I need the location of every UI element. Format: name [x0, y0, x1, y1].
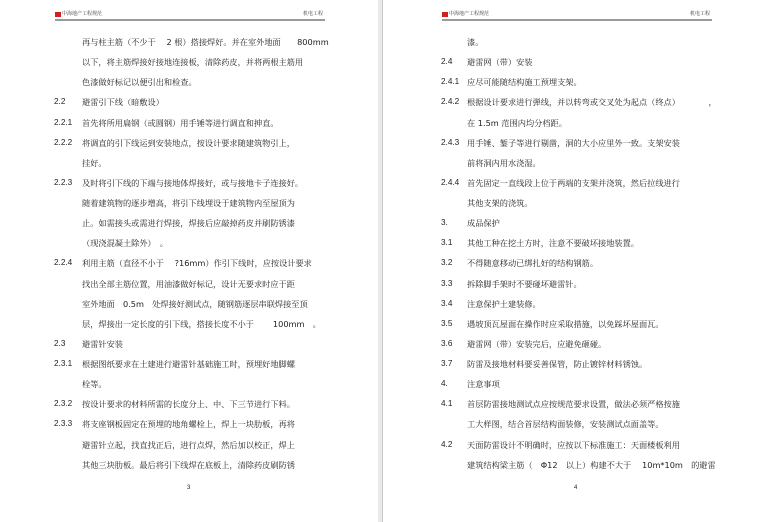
paragraph-line	[383, 457, 760, 477]
section-number: 2.3.1	[54, 359, 73, 368]
numbered-paragraph-line	[383, 255, 760, 275]
paragraph-line	[0, 296, 378, 316]
section-number: 2.4.2	[441, 97, 460, 107]
paragraph-line	[0, 316, 378, 336]
line-text: 不得随意移动已绑扎好的结构钢筋。	[467, 258, 599, 269]
line-text: 用手锤、錾子等进行剔凿，洞的大小应里外一致。支架安装	[467, 137, 680, 148]
header-company: 中海地产工程规范	[62, 11, 103, 17]
line-text: 止。如需接头或需进行焊接，焊接后应敲掉药皮并刷防锈漆	[82, 218, 295, 229]
company-logo-icon	[442, 12, 448, 17]
numbered-paragraph-line	[0, 135, 378, 155]
paragraph-line	[0, 376, 378, 396]
section-number: 2.4	[441, 57, 453, 67]
section-number: 2.2.4	[54, 258, 73, 268]
header-section: 机电工程	[302, 11, 323, 17]
paragraph-line	[0, 437, 378, 457]
line-text: 色漆做好标记以便引出和检查。	[82, 77, 197, 88]
page-header	[442, 9, 712, 21]
line-text: 避雷引下线（暗敷设）	[82, 97, 164, 108]
line-text: 层，焊接出一定长度的引下线，搭接长度不小于 100mm 。	[82, 318, 321, 329]
paragraph-line	[0, 276, 378, 296]
section-number: 2.2	[54, 97, 66, 107]
section-number: 3.4	[441, 298, 453, 308]
company-logo-icon	[55, 12, 61, 17]
paragraph-line	[383, 195, 760, 215]
section-number: 2.2.2	[54, 137, 73, 147]
line-text: 建筑结构梁主筋（ Φ12 以上）构建不大于 10m*10m 的避雷	[467, 459, 716, 470]
line-text: 找出全部主筋位置，用油漆做好标记，设计无要求时应于距	[82, 278, 295, 289]
section-number: 2.4.3	[441, 137, 460, 147]
numbered-paragraph-line	[383, 336, 760, 356]
header-company: 中海地产工程规范	[449, 11, 490, 17]
numbered-paragraph-line	[0, 175, 378, 195]
section-number: 3.6	[441, 338, 453, 348]
numbered-paragraph-line	[383, 356, 760, 376]
line-text: 及时将引下线的下端与接地体焊接好，或与接地卡子连接好。	[82, 177, 304, 188]
numbered-paragraph-line	[383, 296, 760, 316]
line-text: 防雷及接地材料要妥善保管，防止镀锌材料锈蚀。	[467, 359, 648, 369]
numbered-paragraph-line	[383, 135, 760, 155]
page-header	[55, 9, 325, 21]
header-section: 机电工程	[689, 11, 710, 17]
numbered-paragraph-line	[0, 336, 378, 356]
numbered-paragraph-line	[0, 416, 378, 436]
line-text: 遇坡顶瓦屋面在操作时应采取措施，以免踩坏屋面瓦。	[467, 318, 664, 329]
numbered-paragraph-line	[0, 356, 378, 376]
numbered-paragraph-line	[383, 376, 760, 396]
numbered-paragraph-line	[383, 437, 760, 457]
section-number: 2.3.3	[54, 419, 73, 429]
numbered-paragraph-line	[383, 215, 760, 235]
line-text: 拆除脚手架时不要碰坏避雷针。	[467, 278, 582, 289]
section-number: 3.	[441, 218, 448, 228]
line-text: 利用主筋（直径不小于 ?16mm）作引下线时，应按设计要求	[82, 258, 312, 269]
line-text: 首层防雷接地测试点应按规范要求设置，做法必须严格按施	[467, 399, 680, 410]
numbered-paragraph-line	[383, 276, 760, 296]
numbered-paragraph-line	[383, 396, 760, 416]
line-text: 将支座钢板固定在预埋的地角螺栓上，焊上一块肋板，再将	[82, 419, 295, 430]
numbered-paragraph-line	[0, 396, 378, 416]
numbered-paragraph-line	[0, 255, 378, 275]
line-text: 栓等。	[82, 379, 107, 390]
line-text: 前将洞内用水浇湿。	[467, 157, 541, 168]
line-text: 首先固定一直线段上位于两端的支架并浇筑，然后拉线进行	[467, 177, 680, 188]
line-text: 根据设计要求进行弹线，并以转弯或交叉处为起点（终点） ，	[467, 97, 717, 108]
section-number: 2.4.1	[441, 77, 460, 87]
numbered-paragraph-line	[383, 316, 760, 336]
section-number: 3.2	[441, 258, 453, 268]
line-text: 室外地面 0.5m 处焊接好测试点，随钢筋逐层串联焊接至顶	[82, 298, 308, 309]
line-text: 按设计要求的材料所需的长度分上、中、下三节进行下料。	[82, 399, 295, 410]
line-text: 挂好。	[82, 157, 107, 168]
numbered-paragraph-line	[383, 74, 760, 94]
section-number: 4.1	[441, 399, 453, 409]
section-number: 4.2	[441, 439, 453, 449]
section-number: 4.	[441, 379, 448, 389]
paragraph-line	[0, 195, 378, 215]
line-text: 将调直的引下线运到安装地点，按设计要求随建筑物引上，	[82, 137, 295, 148]
section-number: 2.2.3	[54, 177, 73, 187]
line-text: （现浇混凝土除外） 。	[82, 238, 168, 249]
page-number: 4	[574, 485, 578, 491]
line-text: 随着建筑物的逐步增高，将引下线埋设于建筑物内至屋顶为	[82, 198, 295, 208]
document-page-4	[382, 0, 760, 522]
numbered-paragraph-line	[383, 94, 760, 114]
section-number: 3.1	[441, 238, 453, 248]
paragraph-line	[383, 34, 760, 54]
line-text: 应尽可能随结构施工预埋支架。	[467, 77, 582, 88]
page-body	[383, 34, 760, 477]
line-text: 天面防雷设计不明确时，应按以下标准施工：天面楼板利用	[467, 439, 680, 450]
line-text: 在 1.5m 范围内均分档距。	[467, 117, 567, 128]
line-text: 再与柱主筋（不少于 2 根）搭接焊好。并在室外地面 800mm	[82, 37, 329, 47]
section-number: 2.3	[54, 338, 66, 348]
line-text: 避雷针安装	[82, 338, 123, 349]
line-text: 首先将所用扁钢（或圆钢）用手锤等进行调直和抻直。	[82, 117, 279, 128]
line-text: 其他工种在挖土方时，注意不要破坏接地装置。	[467, 238, 639, 249]
line-text: 以下，将主筋焊接好接地连接板，清除药皮，并将两根主筋用	[82, 57, 304, 68]
page-body	[0, 34, 378, 477]
line-text: 成品保护	[467, 218, 500, 229]
numbered-paragraph-line	[383, 175, 760, 195]
line-text: 根据图纸要求在土建进行避雷针基础施工时，预埋好地脚螺	[82, 359, 295, 369]
line-text: 避雷网（带）安装完后，应避免砸碰。	[467, 338, 607, 349]
paragraph-line	[0, 215, 378, 235]
section-number: 2.4.4	[441, 177, 460, 187]
paragraph-line	[383, 155, 760, 175]
numbered-paragraph-line	[0, 115, 378, 135]
section-number: 3.5	[441, 318, 453, 328]
line-text: 避雷针立起，找直找正后，进行点焊，然后加以校正，焊上	[82, 439, 295, 450]
section-number: 2.3.2	[54, 399, 73, 409]
section-number: 3.3	[441, 278, 453, 288]
paragraph-line	[0, 74, 378, 94]
paragraph-line	[0, 457, 378, 477]
line-text: 其他三块肋板。最后将引下线焊在底板上，清除药皮刷防锈	[82, 459, 295, 470]
paragraph-line	[0, 235, 378, 255]
paragraph-line	[383, 115, 760, 135]
line-text: 注意事项	[467, 379, 500, 390]
line-text: 其他支架的浇筑。	[467, 198, 533, 208]
document-page-3	[0, 0, 378, 522]
line-text: 漆。	[467, 37, 484, 47]
paragraph-line	[383, 416, 760, 436]
line-text: 注意保护土建装修。	[467, 298, 541, 309]
numbered-paragraph-line	[0, 94, 378, 114]
page-number: 3	[187, 485, 191, 491]
numbered-paragraph-line	[383, 54, 760, 74]
numbered-paragraph-line	[383, 235, 760, 255]
line-text: 工大样图，结合首层结构面装修，安装测试点面盖等。	[467, 419, 664, 430]
paragraph-line	[0, 34, 378, 54]
line-text: 避雷网（带）安装	[467, 57, 533, 68]
section-number: 2.2.1	[54, 117, 73, 127]
section-number: 3.7	[441, 359, 453, 368]
paragraph-line	[0, 54, 378, 74]
paragraph-line	[0, 155, 378, 175]
